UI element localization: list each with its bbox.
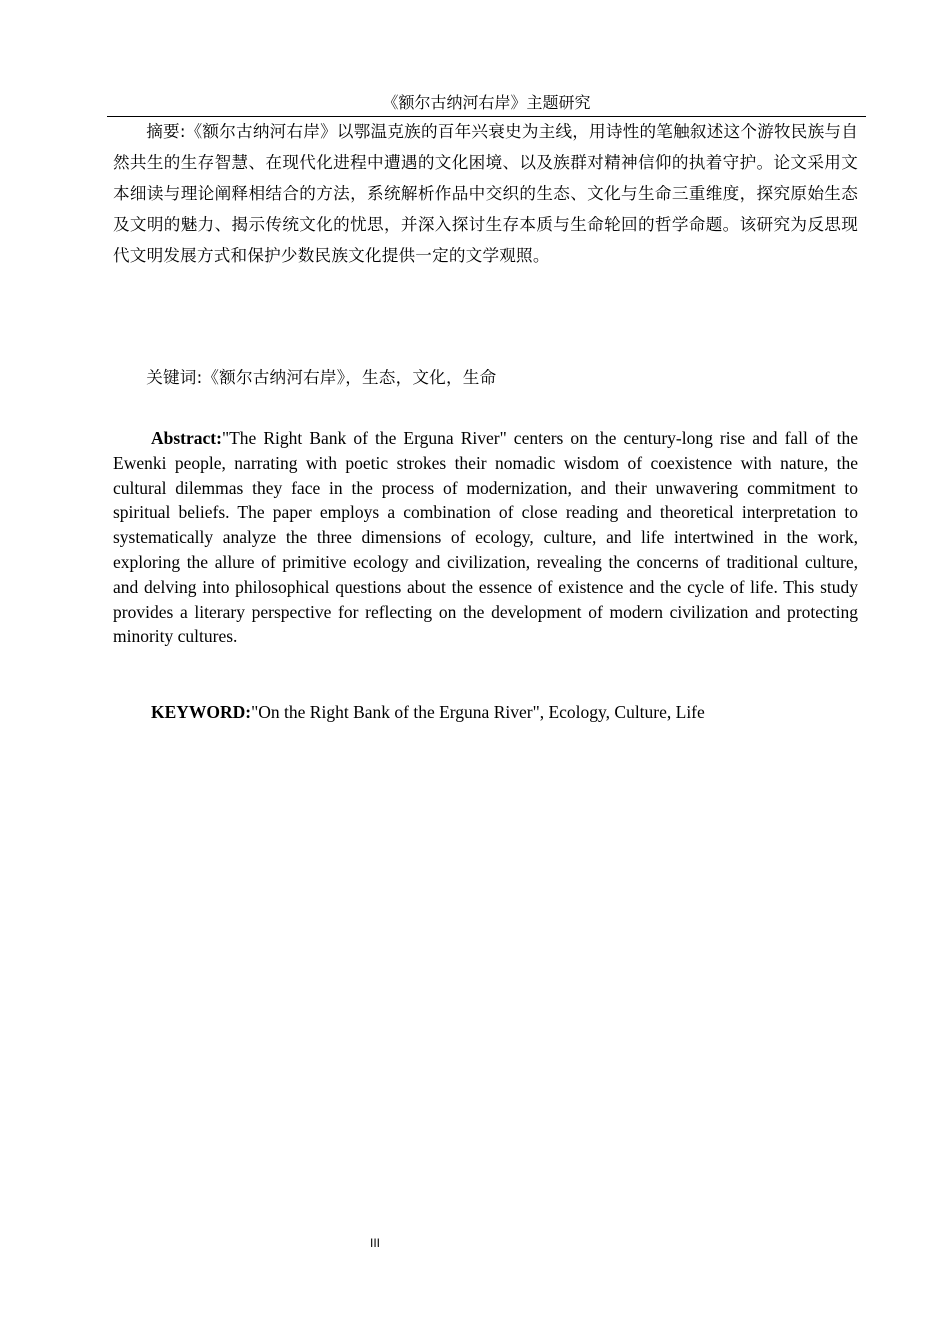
running-header — [107, 92, 866, 117]
english-abstract — [113, 426, 858, 649]
english-keywords-label: KEYWORD: — [151, 702, 252, 722]
label-separator: : — [179, 122, 186, 141]
running-title: 《额尔古纳河右岸》主题研究 — [382, 93, 591, 112]
chinese-abstract-label: 摘要 — [146, 122, 180, 141]
english-keywords-text: "On the Right Bank of the Erguna River", Ecology, Culture, Life — [251, 702, 705, 722]
chinese-keywords — [113, 362, 858, 393]
chinese-keywords-text: 《额尔古纳河右岸》，生态，文化，生命 — [202, 368, 497, 387]
english-keywords — [113, 700, 858, 725]
label-separator: : — [196, 368, 203, 387]
english-abstract-label: Abstract: — [151, 428, 222, 448]
chinese-abstract-text: 《额尔古纳河右岸》以鄂温克族的百年兴衰史为主线，用诗性的笔触叙述这个游牧民族与自然共生的生存智慧、在现代化进程中遭遇的文化困境、以及族群对精神信仰的执着守护。论文采用文本细读与理论阐释相结合的方法，系统解析作品中交织的生态、文化与生命三重维度，探究原始生态及文明的魅力、揭示传统文化的忧思，并深入探讨生存本质与生命轮回的哲学命题。该研究为反思现代文明发展方式和保护少数民族文化提供一定的文学观照。 — [113, 122, 858, 265]
chinese-abstract — [113, 116, 858, 271]
chinese-keywords-label: 关键词 — [146, 368, 197, 387]
english-abstract-text: "The Right Bank of the Erguna River" centers on the century-long rise and fall of the Ewenki people, narrating with poetic strokes their nomadic wisdom of coexistence with nature, the cultural dilemmas they face in the process of modernization, and their unwavering commitment to spiritual beliefs. The paper employs a combination of close reading and theoretical interpretation to systematically analyze the three dimensions of ecology, culture, and life intertwined in the work, exploring the allure of primitive ecology and civilization, revealing the concerns of traditional culture, and delving into philosophical questions about the essence of existence and the cycle of life. This study provides a literary perspective for reflecting on the development of modern civilization and protecting minority cultures. — [113, 428, 858, 647]
page-number: III — [370, 1236, 381, 1250]
